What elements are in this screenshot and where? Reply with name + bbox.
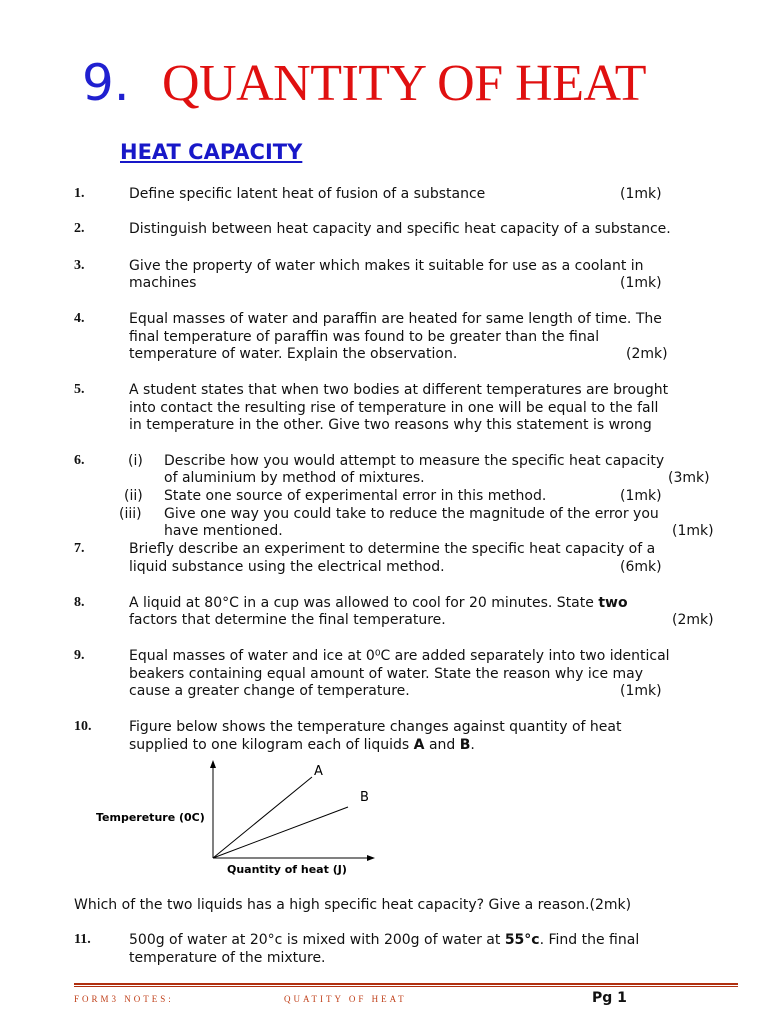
question-mark: (1mk) <box>620 683 662 699</box>
question-text: Distinguish between heat capacity and specific heat capacity of a substance. <box>129 221 671 237</box>
question-text: beakers containing equal amount of water. State the reason why ice may <box>129 666 644 682</box>
sub-question-label: (i) <box>128 453 143 469</box>
question-number: 7. <box>74 541 85 556</box>
question-text: Equal masses of water and paraffin are heated for same length of time. The <box>129 311 662 327</box>
question-number: 3. <box>74 258 85 273</box>
question-number: 9. <box>74 648 85 663</box>
x-axis-label: Quantity of heat (J) <box>227 863 347 876</box>
line-a <box>213 777 312 858</box>
question-text: in temperature in the other. Give two reasons why this statement is wrong <box>129 417 652 433</box>
question-number: 5. <box>74 382 85 397</box>
page-number: Pg 1 <box>592 990 627 1006</box>
question-text: temperature of water. Explain the observation. <box>129 346 458 362</box>
question-text: have mentioned. <box>164 523 283 539</box>
question-text: A liquid at 80°C in a cup was allowed to cool for 20 minutes. State two <box>129 595 628 611</box>
chapter-number: 9. <box>82 54 130 112</box>
question-text: supplied to one kilogram each of liquids A and B. <box>129 737 475 753</box>
question-mark: (3mk) <box>668 470 710 486</box>
question-mark: (1mk) <box>620 275 662 291</box>
sub-question-label: (ii) <box>124 488 143 504</box>
question-text: Give one way you could take to reduce the magnitude of the error you <box>164 506 659 522</box>
question-number: 4. <box>74 311 85 326</box>
question-text: temperature of the mixture. <box>129 950 326 966</box>
question-text: factors that determine the final temperature. <box>129 612 446 628</box>
question-text: into contact the resulting rise of temperature in one will be equal to the fall <box>129 400 659 416</box>
question-text: State one source of experimental error in this method. <box>164 488 547 504</box>
sub-question-label: (iii) <box>119 506 142 522</box>
question-text: of aluminium by method of mixtures. <box>164 470 425 486</box>
question-text: Figure below shows the temperature changes against quantity of heat <box>129 719 622 735</box>
question-number: 6. <box>74 453 85 468</box>
y-axis-label: Tempereture (0C) <box>96 811 205 824</box>
section-heading: HEAT CAPACITY <box>120 140 303 164</box>
y-axis-arrow <box>210 760 216 768</box>
q10-followup: Which of the two liquids has a high specific heat capacity? Give a reason.(2mk) <box>74 897 632 913</box>
question-number: 8. <box>74 595 85 610</box>
question-number: 1. <box>74 186 85 201</box>
question-text: A student states that when two bodies at different temperatures are brought <box>129 382 669 398</box>
question-text: liquid substance using the electrical method. <box>129 559 445 575</box>
question-mark: (2mk) <box>626 346 668 362</box>
line-a-label: A <box>314 764 323 779</box>
footer-center: QUATITY OF HEAT <box>284 994 407 1004</box>
footer-left: FORM3 NOTES: <box>74 994 174 1004</box>
question-text: Briefly describe an experiment to determine the specific heat capacity of a <box>129 541 656 557</box>
question-mark: (2mk) <box>672 612 714 628</box>
footer-rule-thin <box>74 986 738 987</box>
question-text: 500g of water at 20°c is mixed with 200g of water at 55°c. Find the final <box>129 932 640 948</box>
question-text: Give the property of water which makes it suitable for use as a coolant in <box>129 258 644 274</box>
question-text: cause a greater change of temperature. <box>129 683 410 699</box>
question-mark: (6mk) <box>620 559 662 575</box>
question-mark: (1mk) <box>620 488 662 504</box>
question-mark: (1mk) <box>620 186 662 202</box>
question-number: 2. <box>74 221 85 236</box>
question-number: 11. <box>74 932 91 947</box>
question-mark: (1mk) <box>672 523 714 539</box>
line-b-label: B <box>360 790 369 805</box>
question-number: 10. <box>74 719 92 734</box>
question-text: Equal masses of water and ice at 0⁰C are added separately into two identical <box>129 648 670 664</box>
question-text: Define specific latent heat of fusion of a substance <box>129 186 486 202</box>
question-text: final temperature of paraffin was found to be greater than the final <box>129 329 600 345</box>
question-text: machines <box>129 275 197 291</box>
footer-rule <box>74 983 738 985</box>
line-b <box>213 807 348 858</box>
chapter-title: QUANTITY OF HEAT <box>162 55 647 112</box>
question-text: Describe how you would attempt to measure the specific heat capacity <box>164 453 665 469</box>
x-axis-arrow <box>367 855 375 861</box>
temperature-heat-graph <box>90 755 390 880</box>
